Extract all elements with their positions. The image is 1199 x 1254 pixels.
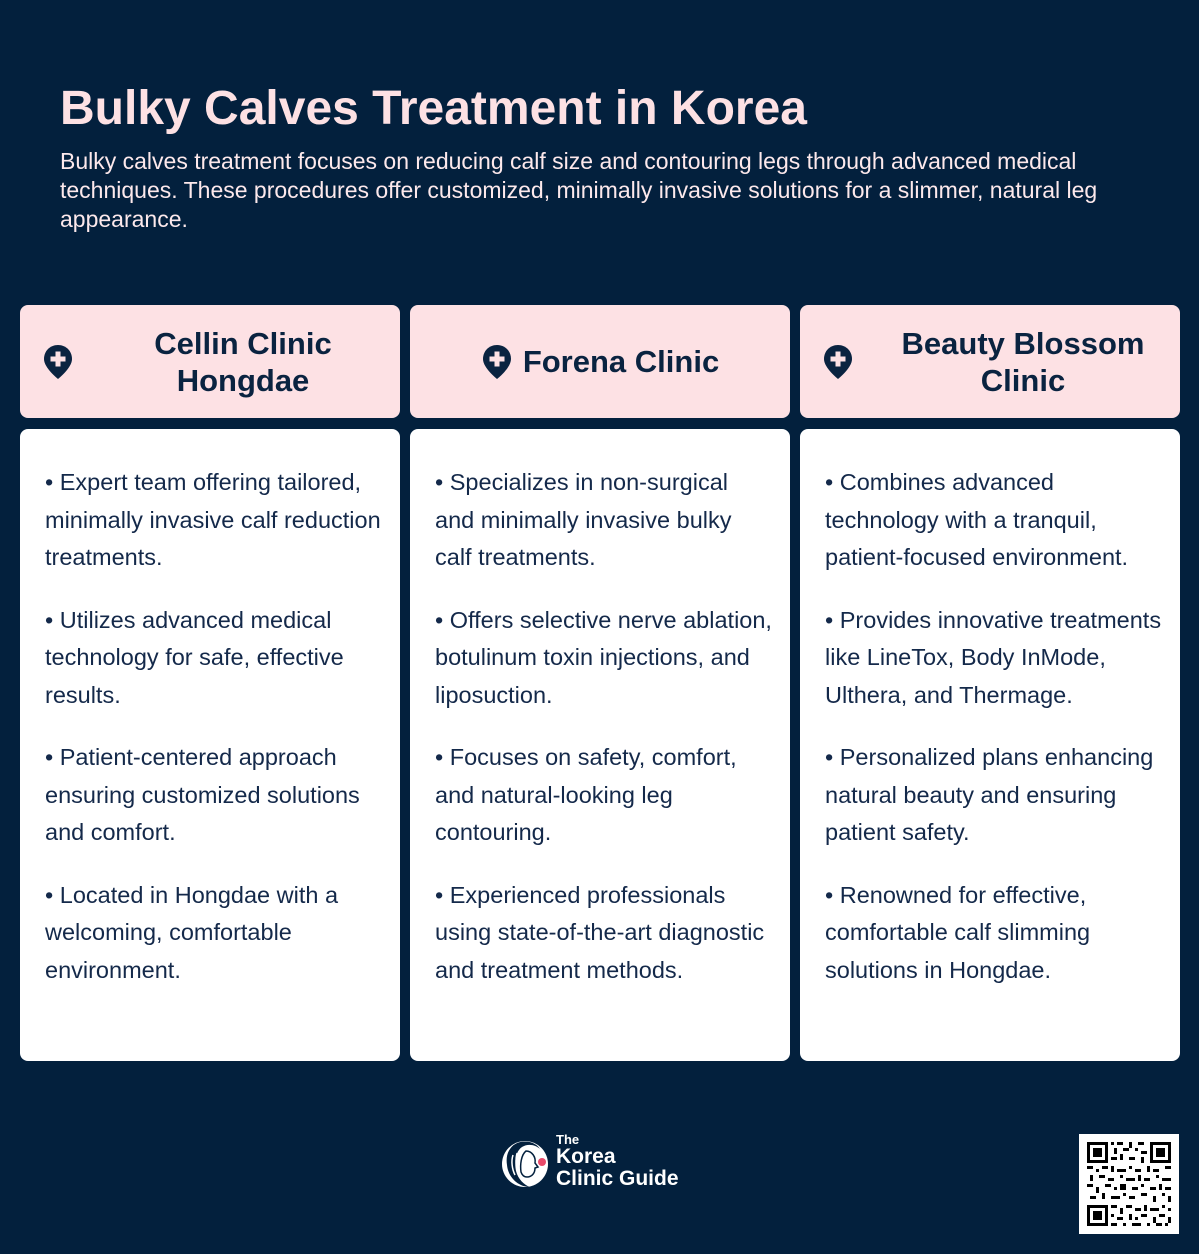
location-pin-plus-icon: [481, 344, 513, 380]
clinic-card-beauty-blossom: [800, 305, 1180, 1061]
brand-korea: Korea: [556, 1145, 616, 1168]
location-pin-plus-icon: [42, 344, 74, 380]
clinic-feature-list: [435, 464, 772, 989]
list-item: • Located in Hongdae with a welcoming, comfortable environment.: [45, 881, 339, 983]
location-pin-plus-icon: [822, 344, 854, 380]
clinic-name: Beauty Blossom Clinic: [901, 325, 1145, 398]
clinic-name: Forena Clinic: [522, 344, 720, 379]
clinic-card-body: [800, 429, 1180, 1061]
list-item: • Focuses on safety, comfort, and natural-looking leg contouring.: [435, 744, 737, 845]
brand-wordmark: [556, 1133, 679, 1190]
clinic-name: Cellin Clinic Hongdae: [154, 325, 332, 398]
page-title: Bulky Calves Treatment in Korea: [60, 82, 807, 135]
list-item: • Expert team offering tailored, minimally invasive calf reduction treatments.: [45, 469, 381, 570]
clinic-card-forena: [410, 305, 790, 1061]
clinic-card-header: [20, 305, 400, 418]
woman-profile-logo-icon: [500, 1135, 550, 1189]
brand-clinic-guide: Clinic Guide: [556, 1167, 679, 1190]
list-item: • Offers selective nerve ablation, botulinum toxin injections, and liposuction.: [435, 606, 772, 708]
page-subtitle: Bulky calves treatment focuses on reducing calf size and contouring legs through advanced medical techniques. These procedures offer customized, minimally invasive solutions for a slimmer, natural leg appearance.: [60, 148, 1098, 232]
list-item: • Personalized plans enhancing natural beauty and ensuring patient safety.: [825, 744, 1154, 845]
list-item: • Utilizes advanced medical technology for safe, effective results.: [45, 606, 344, 708]
brand-the: The: [556, 1132, 580, 1147]
list-item: • Renowned for effective, comfortable calf slimming solutions in Hongdae.: [825, 881, 1091, 983]
clinic-card-header: [410, 305, 790, 418]
list-item: • Patient-centered approach ensuring customized solutions and comfort.: [45, 744, 360, 845]
qr-code-icon[interactable]: [1079, 1134, 1179, 1234]
clinic-card-body: [410, 429, 790, 1061]
list-item: • Specializes in non-surgical and minimally invasive bulky calf treatments.: [435, 469, 732, 570]
list-item: • Experienced professionals using state-of-the-art diagnostic and treatment methods.: [435, 881, 765, 983]
clinic-feature-list: [825, 464, 1162, 989]
list-item: • Provides innovative treatments like LineTox, Body InMode, Ulthera, and Thermage.: [825, 606, 1162, 708]
list-item: • Combines advanced technology with a tranquil, patient-focused environment.: [825, 469, 1129, 570]
clinic-card-header: [800, 305, 1180, 418]
clinic-card-cellin: [20, 305, 400, 1061]
clinic-card-body: [20, 429, 400, 1061]
brand-logo: [500, 1133, 679, 1190]
clinic-feature-list: [45, 464, 382, 989]
